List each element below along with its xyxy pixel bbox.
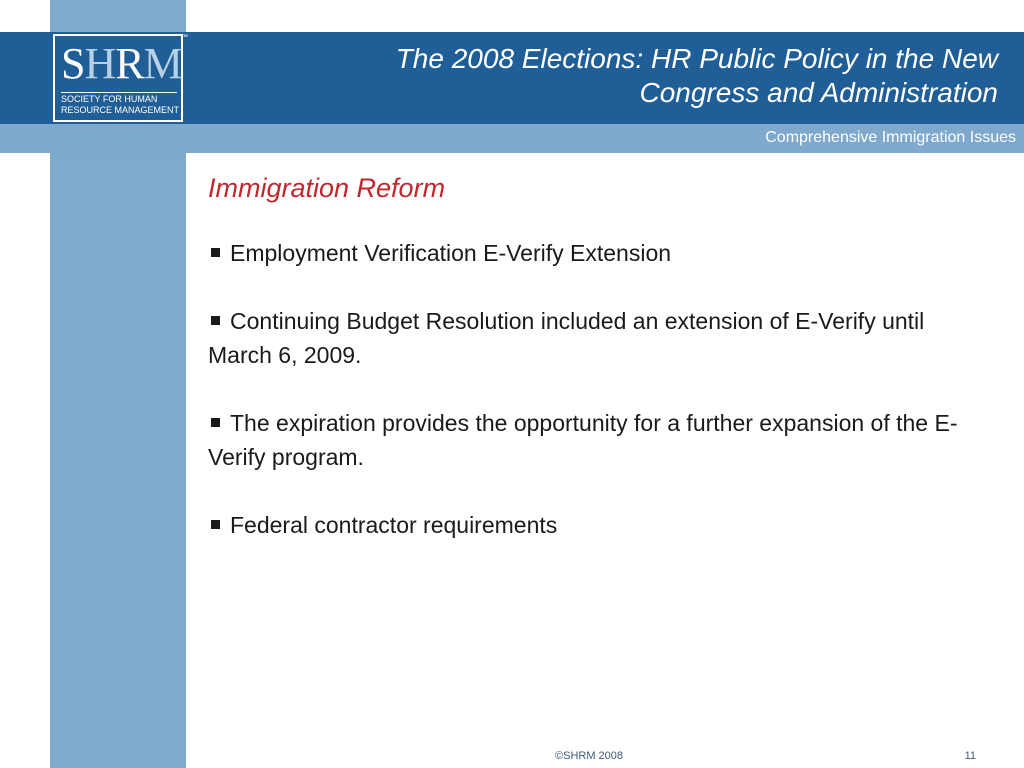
footer-copyright: ©SHRM 2008: [555, 750, 624, 762]
logo-letter-m: M: [143, 39, 182, 88]
logo-subtitle-line-1: SOCIETY FOR HUMAN: [61, 94, 158, 104]
bullet-text: Continuing Budget Resolution included an extension of E-Verify until March 6, 2009.: [208, 308, 925, 368]
bullet-text: The expiration provides the opportunity for a further expansion of the E-Verify program.: [208, 410, 958, 470]
square-bullet-icon: [211, 520, 220, 529]
logo-subtitle: [61, 94, 179, 116]
content-heading: Immigration Reform: [208, 173, 446, 203]
slide-title-line-1: The 2008 Elections: HR Public Policy in the New: [395, 43, 998, 74]
shrm-logo: [50, 32, 186, 124]
bullet-item: [208, 304, 988, 372]
slide-title: [238, 42, 998, 110]
section-label: Comprehensive Immigration Issues: [765, 129, 1016, 146]
logo-letter-r: R: [115, 39, 144, 88]
page-number: 11: [964, 750, 976, 762]
square-bullet-icon: [211, 418, 220, 427]
bullet-item: [208, 406, 988, 474]
logo-subtitle-line-2: RESOURCE MANAGEMENT: [61, 105, 180, 115]
bullet-text: Federal contractor requirements: [230, 512, 558, 538]
logo-mark: [61, 40, 182, 88]
logo-frame: [53, 34, 183, 122]
logo-letter-h: H: [84, 39, 116, 88]
trademark-symbol: ™: [181, 34, 188, 41]
logo-letter-s: S: [61, 39, 85, 88]
bullet-item: [208, 508, 988, 542]
square-bullet-icon: [211, 316, 220, 325]
bullet-text: Employment Verification E-Verify Extension: [230, 240, 672, 266]
slide-title-line-2: Congress and Administration: [639, 77, 998, 108]
slide-content: [208, 170, 988, 576]
square-bullet-icon: [211, 248, 220, 257]
logo-divider: [61, 92, 177, 93]
bullet-item: [208, 236, 988, 270]
